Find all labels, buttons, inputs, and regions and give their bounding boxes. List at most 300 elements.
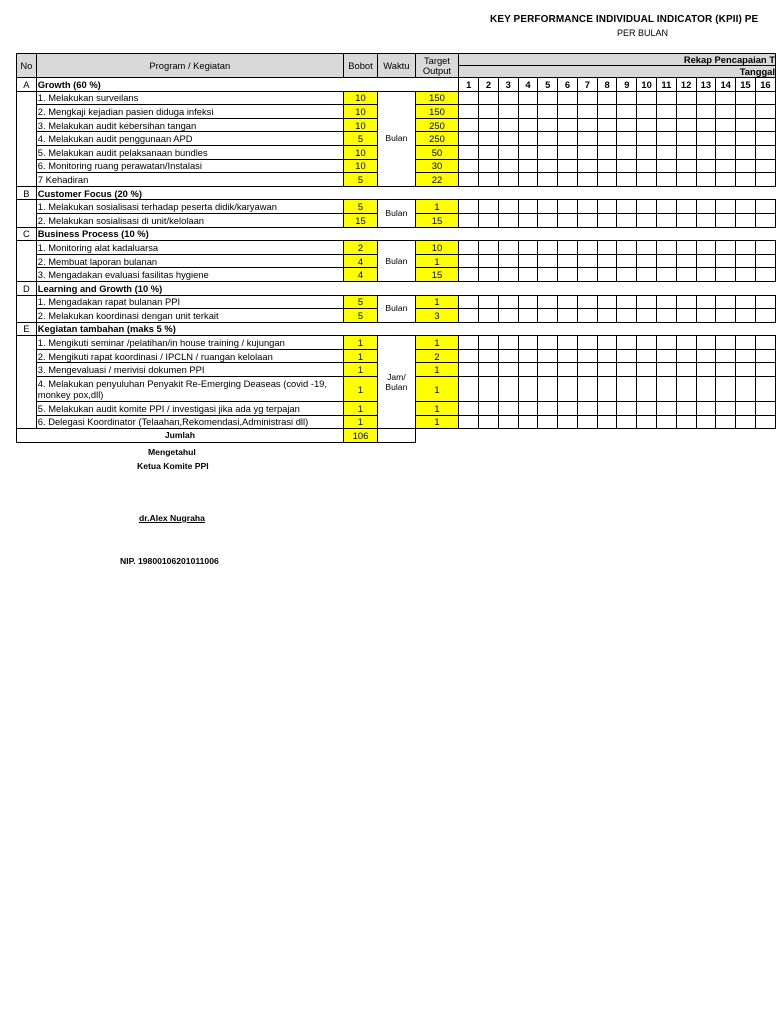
day-cell[interactable] [498, 200, 518, 214]
day-cell[interactable] [716, 415, 736, 429]
day-cell[interactable] [459, 402, 479, 416]
day-cell[interactable] [716, 254, 736, 268]
day-cell[interactable] [656, 415, 676, 429]
day-cell[interactable] [656, 241, 676, 255]
day-cell[interactable] [736, 415, 756, 429]
day-cell[interactable] [459, 200, 479, 214]
day-cell[interactable] [676, 159, 696, 173]
day-cell[interactable] [479, 295, 499, 309]
day-cell[interactable] [676, 377, 696, 402]
day-cell[interactable] [459, 349, 479, 363]
day-cell[interactable] [479, 309, 499, 323]
day-cell[interactable] [518, 173, 538, 187]
day-cell[interactable] [637, 105, 657, 119]
day-cell[interactable] [479, 349, 499, 363]
day-cell[interactable] [479, 241, 499, 255]
day-cell[interactable] [498, 145, 518, 159]
day-cell[interactable] [696, 118, 716, 132]
day-cell[interactable] [676, 241, 696, 255]
day-cell[interactable] [755, 268, 775, 282]
day-cell[interactable] [459, 105, 479, 119]
day-cell[interactable] [538, 105, 558, 119]
day-cell[interactable] [696, 105, 716, 119]
day-cell[interactable] [617, 363, 637, 377]
day-cell[interactable] [716, 402, 736, 416]
day-cell[interactable] [459, 336, 479, 350]
day-cell[interactable] [676, 145, 696, 159]
day-cell[interactable] [597, 268, 617, 282]
day-cell[interactable] [479, 105, 499, 119]
day-cell[interactable] [676, 173, 696, 187]
day-cell[interactable] [498, 132, 518, 146]
day-cell[interactable] [518, 336, 538, 350]
day-cell[interactable] [656, 377, 676, 402]
day-cell[interactable] [676, 349, 696, 363]
day-cell[interactable] [755, 132, 775, 146]
day-cell[interactable] [656, 213, 676, 227]
day-cell[interactable] [597, 145, 617, 159]
day-cell[interactable] [498, 91, 518, 105]
day-cell[interactable] [637, 254, 657, 268]
day-cell[interactable] [755, 363, 775, 377]
day-cell[interactable] [716, 159, 736, 173]
day-cell[interactable] [538, 268, 558, 282]
day-cell[interactable] [617, 105, 637, 119]
day-cell[interactable] [459, 132, 479, 146]
day-cell[interactable] [736, 336, 756, 350]
day-cell[interactable] [558, 173, 578, 187]
day-cell[interactable] [558, 295, 578, 309]
day-cell[interactable] [498, 159, 518, 173]
day-cell[interactable] [498, 363, 518, 377]
day-cell[interactable] [656, 363, 676, 377]
day-cell[interactable] [716, 363, 736, 377]
day-cell[interactable] [479, 268, 499, 282]
day-cell[interactable] [617, 254, 637, 268]
day-cell[interactable] [518, 91, 538, 105]
day-cell[interactable] [518, 159, 538, 173]
day-cell[interactable] [459, 118, 479, 132]
day-cell[interactable] [716, 241, 736, 255]
day-cell[interactable] [498, 336, 518, 350]
day-cell[interactable] [696, 349, 716, 363]
day-cell[interactable] [676, 402, 696, 416]
day-cell[interactable] [577, 295, 597, 309]
day-cell[interactable] [716, 268, 736, 282]
day-cell[interactable] [637, 336, 657, 350]
day-cell[interactable] [577, 377, 597, 402]
day-cell[interactable] [716, 309, 736, 323]
day-cell[interactable] [479, 173, 499, 187]
day-cell[interactable] [696, 363, 716, 377]
day-cell[interactable] [656, 132, 676, 146]
day-cell[interactable] [558, 415, 578, 429]
day-cell[interactable] [617, 213, 637, 227]
day-cell[interactable] [755, 213, 775, 227]
day-cell[interactable] [696, 91, 716, 105]
day-cell[interactable] [755, 173, 775, 187]
day-cell[interactable] [736, 159, 756, 173]
day-cell[interactable] [577, 241, 597, 255]
day-cell[interactable] [459, 377, 479, 402]
day-cell[interactable] [479, 254, 499, 268]
day-cell[interactable] [459, 145, 479, 159]
day-cell[interactable] [736, 91, 756, 105]
day-cell[interactable] [558, 309, 578, 323]
day-cell[interactable] [676, 200, 696, 214]
day-cell[interactable] [459, 173, 479, 187]
day-cell[interactable] [716, 336, 736, 350]
day-cell[interactable] [617, 145, 637, 159]
day-cell[interactable] [498, 241, 518, 255]
day-cell[interactable] [479, 145, 499, 159]
day-cell[interactable] [597, 200, 617, 214]
day-cell[interactable] [498, 254, 518, 268]
day-cell[interactable] [656, 173, 676, 187]
day-cell[interactable] [518, 268, 538, 282]
day-cell[interactable] [736, 213, 756, 227]
day-cell[interactable] [617, 268, 637, 282]
day-cell[interactable] [755, 254, 775, 268]
day-cell[interactable] [755, 309, 775, 323]
day-cell[interactable] [736, 268, 756, 282]
day-cell[interactable] [538, 159, 558, 173]
day-cell[interactable] [597, 349, 617, 363]
day-cell[interactable] [518, 363, 538, 377]
day-cell[interactable] [716, 118, 736, 132]
day-cell[interactable] [617, 402, 637, 416]
day-cell[interactable] [755, 145, 775, 159]
day-cell[interactable] [637, 268, 657, 282]
day-cell[interactable] [577, 132, 597, 146]
day-cell[interactable] [538, 415, 558, 429]
day-cell[interactable] [676, 132, 696, 146]
day-cell[interactable] [538, 377, 558, 402]
day-cell[interactable] [558, 200, 578, 214]
day-cell[interactable] [617, 132, 637, 146]
day-cell[interactable] [736, 377, 756, 402]
day-cell[interactable] [736, 200, 756, 214]
day-cell[interactable] [617, 295, 637, 309]
day-cell[interactable] [498, 105, 518, 119]
day-cell[interactable] [656, 145, 676, 159]
day-cell[interactable] [558, 254, 578, 268]
day-cell[interactable] [597, 377, 617, 402]
day-cell[interactable] [656, 118, 676, 132]
day-cell[interactable] [617, 118, 637, 132]
day-cell[interactable] [577, 254, 597, 268]
day-cell[interactable] [716, 132, 736, 146]
day-cell[interactable] [676, 363, 696, 377]
day-cell[interactable] [736, 241, 756, 255]
day-cell[interactable] [459, 363, 479, 377]
day-cell[interactable] [597, 241, 617, 255]
day-cell[interactable] [597, 213, 617, 227]
day-cell[interactable] [736, 254, 756, 268]
day-cell[interactable] [538, 118, 558, 132]
day-cell[interactable] [577, 363, 597, 377]
day-cell[interactable] [459, 159, 479, 173]
day-cell[interactable] [518, 254, 538, 268]
day-cell[interactable] [716, 377, 736, 402]
day-cell[interactable] [518, 415, 538, 429]
day-cell[interactable] [617, 377, 637, 402]
day-cell[interactable] [479, 415, 499, 429]
day-cell[interactable] [538, 132, 558, 146]
day-cell[interactable] [617, 349, 637, 363]
day-cell[interactable] [755, 377, 775, 402]
day-cell[interactable] [577, 118, 597, 132]
day-cell[interactable] [577, 213, 597, 227]
day-cell[interactable] [518, 241, 538, 255]
day-cell[interactable] [538, 349, 558, 363]
day-cell[interactable] [459, 415, 479, 429]
day-cell[interactable] [637, 349, 657, 363]
day-cell[interactable] [518, 118, 538, 132]
day-cell[interactable] [459, 213, 479, 227]
day-cell[interactable] [518, 377, 538, 402]
day-cell[interactable] [736, 402, 756, 416]
day-cell[interactable] [637, 363, 657, 377]
day-cell[interactable] [617, 336, 637, 350]
day-cell[interactable] [558, 402, 578, 416]
day-cell[interactable] [479, 91, 499, 105]
day-cell[interactable] [498, 173, 518, 187]
day-cell[interactable] [518, 145, 538, 159]
day-cell[interactable] [617, 91, 637, 105]
day-cell[interactable] [479, 402, 499, 416]
day-cell[interactable] [637, 200, 657, 214]
day-cell[interactable] [538, 200, 558, 214]
day-cell[interactable] [558, 159, 578, 173]
day-cell[interactable] [577, 200, 597, 214]
day-cell[interactable] [696, 200, 716, 214]
day-cell[interactable] [656, 295, 676, 309]
day-cell[interactable] [518, 200, 538, 214]
day-cell[interactable] [558, 377, 578, 402]
day-cell[interactable] [518, 402, 538, 416]
day-cell[interactable] [696, 145, 716, 159]
day-cell[interactable] [577, 105, 597, 119]
day-cell[interactable] [597, 309, 617, 323]
day-cell[interactable] [597, 91, 617, 105]
day-cell[interactable] [656, 159, 676, 173]
day-cell[interactable] [676, 213, 696, 227]
day-cell[interactable] [597, 336, 617, 350]
day-cell[interactable] [498, 213, 518, 227]
day-cell[interactable] [755, 91, 775, 105]
day-cell[interactable] [755, 402, 775, 416]
day-cell[interactable] [597, 132, 617, 146]
day-cell[interactable] [558, 336, 578, 350]
day-cell[interactable] [736, 145, 756, 159]
day-cell[interactable] [736, 295, 756, 309]
day-cell[interactable] [637, 132, 657, 146]
day-cell[interactable] [696, 213, 716, 227]
day-cell[interactable] [656, 349, 676, 363]
day-cell[interactable] [755, 241, 775, 255]
day-cell[interactable] [558, 105, 578, 119]
day-cell[interactable] [558, 213, 578, 227]
day-cell[interactable] [736, 105, 756, 119]
day-cell[interactable] [637, 241, 657, 255]
day-cell[interactable] [637, 91, 657, 105]
day-cell[interactable] [558, 132, 578, 146]
day-cell[interactable] [656, 336, 676, 350]
day-cell[interactable] [577, 159, 597, 173]
day-cell[interactable] [518, 309, 538, 323]
day-cell[interactable] [637, 377, 657, 402]
day-cell[interactable] [479, 363, 499, 377]
day-cell[interactable] [538, 173, 558, 187]
day-cell[interactable] [597, 363, 617, 377]
day-cell[interactable] [558, 268, 578, 282]
day-cell[interactable] [597, 173, 617, 187]
day-cell[interactable] [538, 295, 558, 309]
day-cell[interactable] [518, 213, 538, 227]
day-cell[interactable] [577, 91, 597, 105]
day-cell[interactable] [676, 91, 696, 105]
day-cell[interactable] [459, 309, 479, 323]
day-cell[interactable] [696, 132, 716, 146]
day-cell[interactable] [696, 377, 716, 402]
day-cell[interactable] [498, 377, 518, 402]
day-cell[interactable] [518, 132, 538, 146]
day-cell[interactable] [736, 118, 756, 132]
day-cell[interactable] [538, 241, 558, 255]
day-cell[interactable] [577, 349, 597, 363]
day-cell[interactable] [617, 241, 637, 255]
day-cell[interactable] [696, 268, 716, 282]
day-cell[interactable] [755, 415, 775, 429]
day-cell[interactable] [617, 200, 637, 214]
day-cell[interactable] [558, 241, 578, 255]
day-cell[interactable] [637, 295, 657, 309]
day-cell[interactable] [656, 105, 676, 119]
day-cell[interactable] [696, 336, 716, 350]
day-cell[interactable] [518, 349, 538, 363]
day-cell[interactable] [716, 173, 736, 187]
day-cell[interactable] [676, 105, 696, 119]
day-cell[interactable] [656, 91, 676, 105]
day-cell[interactable] [676, 254, 696, 268]
day-cell[interactable] [538, 309, 558, 323]
day-cell[interactable] [755, 295, 775, 309]
day-cell[interactable] [696, 309, 716, 323]
day-cell[interactable] [637, 213, 657, 227]
day-cell[interactable] [479, 213, 499, 227]
day-cell[interactable] [617, 159, 637, 173]
day-cell[interactable] [696, 402, 716, 416]
day-cell[interactable] [577, 336, 597, 350]
day-cell[interactable] [676, 309, 696, 323]
day-cell[interactable] [716, 349, 736, 363]
day-cell[interactable] [577, 309, 597, 323]
day-cell[interactable] [498, 295, 518, 309]
day-cell[interactable] [577, 173, 597, 187]
day-cell[interactable] [518, 295, 538, 309]
day-cell[interactable] [637, 159, 657, 173]
day-cell[interactable] [696, 173, 716, 187]
day-cell[interactable] [696, 254, 716, 268]
day-cell[interactable] [755, 336, 775, 350]
day-cell[interactable] [558, 363, 578, 377]
day-cell[interactable] [597, 295, 617, 309]
day-cell[interactable] [755, 200, 775, 214]
day-cell[interactable] [459, 241, 479, 255]
day-cell[interactable] [716, 105, 736, 119]
day-cell[interactable] [459, 295, 479, 309]
day-cell[interactable] [459, 268, 479, 282]
day-cell[interactable] [558, 349, 578, 363]
day-cell[interactable] [617, 415, 637, 429]
day-cell[interactable] [736, 349, 756, 363]
day-cell[interactable] [696, 295, 716, 309]
day-cell[interactable] [498, 309, 518, 323]
day-cell[interactable] [617, 173, 637, 187]
day-cell[interactable] [736, 309, 756, 323]
day-cell[interactable] [597, 254, 617, 268]
day-cell[interactable] [637, 173, 657, 187]
day-cell[interactable] [577, 415, 597, 429]
day-cell[interactable] [637, 415, 657, 429]
day-cell[interactable] [577, 402, 597, 416]
day-cell[interactable] [676, 118, 696, 132]
day-cell[interactable] [498, 415, 518, 429]
day-cell[interactable] [637, 402, 657, 416]
day-cell[interactable] [755, 118, 775, 132]
day-cell[interactable] [656, 309, 676, 323]
day-cell[interactable] [597, 159, 617, 173]
day-cell[interactable] [637, 145, 657, 159]
day-cell[interactable] [577, 145, 597, 159]
day-cell[interactable] [656, 254, 676, 268]
day-cell[interactable] [617, 309, 637, 323]
day-cell[interactable] [676, 336, 696, 350]
day-cell[interactable] [479, 336, 499, 350]
day-cell[interactable] [736, 132, 756, 146]
day-cell[interactable] [696, 159, 716, 173]
day-cell[interactable] [676, 415, 696, 429]
day-cell[interactable] [676, 268, 696, 282]
day-cell[interactable] [498, 402, 518, 416]
day-cell[interactable] [736, 363, 756, 377]
day-cell[interactable] [656, 200, 676, 214]
day-cell[interactable] [558, 91, 578, 105]
day-cell[interactable] [558, 118, 578, 132]
day-cell[interactable] [479, 200, 499, 214]
day-cell[interactable] [597, 105, 617, 119]
day-cell[interactable] [696, 241, 716, 255]
day-cell[interactable] [637, 118, 657, 132]
day-cell[interactable] [716, 91, 736, 105]
day-cell[interactable] [538, 91, 558, 105]
day-cell[interactable] [597, 415, 617, 429]
day-cell[interactable] [538, 363, 558, 377]
day-cell[interactable] [637, 309, 657, 323]
day-cell[interactable] [558, 145, 578, 159]
day-cell[interactable] [538, 145, 558, 159]
day-cell[interactable] [696, 415, 716, 429]
day-cell[interactable] [656, 402, 676, 416]
day-cell[interactable] [755, 105, 775, 119]
day-cell[interactable] [716, 295, 736, 309]
day-cell[interactable] [716, 200, 736, 214]
day-cell[interactable] [597, 402, 617, 416]
day-cell[interactable] [479, 159, 499, 173]
day-cell[interactable] [736, 173, 756, 187]
day-cell[interactable] [716, 145, 736, 159]
